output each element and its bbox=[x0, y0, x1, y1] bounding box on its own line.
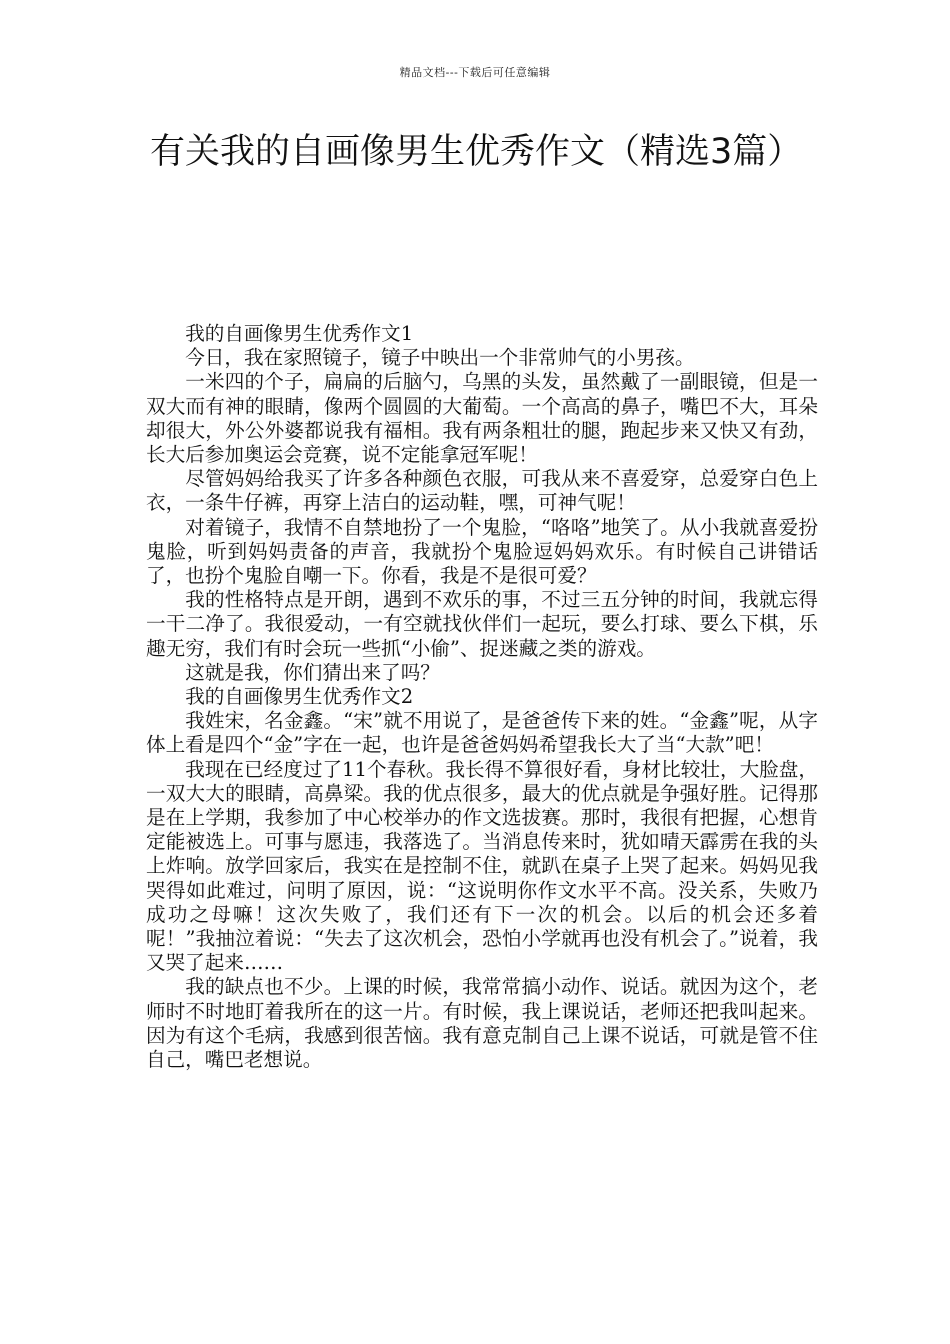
paragraph: 我姓宋，名金鑫。“宋”就不用说了，是爸爸传下来的姓。“金鑫”呢，从字体上看是四个“金”字在一起，也许是爸爸妈妈希望我长大了当“大款”吧！ bbox=[146, 709, 818, 757]
essay-heading-2: 我的自画像男生优秀作文2 bbox=[185, 685, 414, 709]
document-body bbox=[146, 322, 818, 1072]
header-note: 精品文档---下载后可任意编辑 bbox=[399, 66, 551, 79]
paragraph: 对着镜子，我情不自禁地扮了一个鬼脸，“咯咯”地笑了。从小我就喜爱扮鬼脸，听到妈妈责备的声音，我就扮个鬼脸逗妈妈欢乐。有时候自己讲错话了，也扮个鬼脸自嘲一下。你看，我是不是很可爱？ bbox=[146, 515, 818, 588]
paragraph: 我的缺点也不少。上课的时候，我常常搞小动作、说话。就因为这个，老师时不时地盯着我所在的这一片。有时候，我上课说话，老师还把我叫起来。因为有这个毛病，我感到很苦恼。我有意克制自己上课不说话，可就是管不住自己，嘴巴老想说。 bbox=[146, 975, 818, 1072]
paragraph: 今日，我在家照镜子，镜子中映出一个非常帅气的小男孩。 bbox=[185, 346, 695, 370]
paragraph: 我现在已经度过了11个春秋。我长得不算很好看，身材比较壮，大脸盘，一双大大的眼睛，高鼻梁。我的优点很多，最大的优点就是争强好胜。记得那是在上学期，我参加了中心校举办的作文选拔赛。那时，我很有把握，心想肯定能被选上。可事与愿违，我落选了。当消息传来时，犹如晴天霹雳在我的头上炸响。放学回家后，我实在是控制不住，就趴在桌子上哭了起来。妈妈见我哭得如此难过，问明了原因，说：“这说明你作文水平不高。没关系，失败乃成功之母嘛！这次失败了，我们还有下一次的机会。以后的机会还多着呢！”我抽泣着说：“失去了这次机会，恐怕小学就再也没有机会了。”说着，我又哭了起来…… bbox=[146, 757, 818, 975]
paragraph: 尽管妈妈给我买了许多各种颜色衣服，可我从来不喜爱穿，总爱穿白色上衣，一条牛仔裤，再穿上洁白的运动鞋，嘿，可神气呢！ bbox=[146, 467, 818, 515]
paragraph: 这就是我，你们猜出来了吗？ bbox=[185, 660, 440, 684]
paragraph: 我的性格特点是开朗，遇到不欢乐的事，不过三五分钟的时间，我就忘得一干二净了。我很爱动，一有空就找伙伴们一起玩，要么打球、要么下棋，乐趣无穷，我们有时会玩一些抓“小偷”、捉迷藏之类的游戏。 bbox=[146, 588, 818, 660]
document-title: 有关我的自画像男生优秀作文（精选3篇） bbox=[150, 132, 803, 172]
essay-heading-1: 我的自画像男生优秀作文1 bbox=[185, 322, 414, 345]
paragraph: 一米四的个子，扁扁的后脑勺，乌黑的头发，虽然戴了一副眼镜，但是一双大而有神的眼睛，像两个圆圆的大葡萄。一个高高的鼻子，嘴巴不大，耳朵却很大，外公外婆都说我有福相。我有两条粗壮的腿，跑起步来又快又有劲，长大后参加奥运会竞赛，说不定能拿冠军呢！ bbox=[146, 370, 818, 467]
